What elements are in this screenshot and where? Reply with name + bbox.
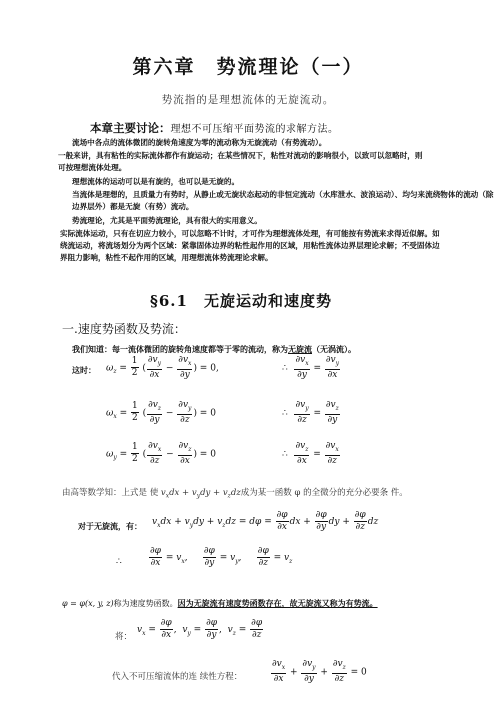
potential-def-underlined: 因为无旋流有速度势函数存在，故无旋流又称为有势流。 xyxy=(177,598,378,608)
equation-omega-x-result: ∴ $\frac{\partial v_y}{\partial z}$ = $\frac{\partial v_z}{\partial y}$ xyxy=(282,400,339,425)
therefore-symbol: ∴ xyxy=(116,557,122,567)
calc-before: 由高等数学知：上式是 使 xyxy=(62,488,159,498)
paragraph-real-fluid: 实际流体运动，只有在切应力较小，可以忽略不计时，才可作为理想流体处理，有可能按有势流来求得近似解。如绕流运动，将流场划分为两个区域：紧靠固体边界的粘性起作用的区域，用粘性流体边界层理论求解；不受固体边界阻力影响，粘性不起作用的区域，用理想流体势流理论求解。 xyxy=(60,229,440,262)
intro-after: （无涡流）。 xyxy=(312,344,356,354)
intro-underlined: 无旋流 xyxy=(288,344,312,354)
paragraph-viscous-fluid: 一般来讲，具有粘性的实际流体都作有旋运动；在某些情况下，粘性对流动的影响很小，以致可以忽略时，则可按理想流体处理。 xyxy=(58,151,423,172)
equation-omega-x: $\omega_x$ = $\frac{1}{2}$ ( $\frac{\partial v_z}{\partial y}$ − $\frac{\partial v_y}{\partial z}$ ) = 0 xyxy=(106,400,216,425)
potential-prefix: φ = φ(x, y, z) xyxy=(62,599,114,608)
label-zhe-shi: 这时： xyxy=(72,365,96,375)
label-jiang: 将： xyxy=(115,632,133,642)
calc-after: 成为某一函数 φ 的全微分的充分必要条 件。 xyxy=(240,488,408,498)
equation-omega-z: $\omega_z$ = $\frac{1}{2}$ ( $\frac{\partial v_y}{\partial x}$ − $\frac{\partial v_x}{\partial y}$ ) = 0, xyxy=(106,355,219,380)
intro-before: 我们知道：每一流体微团的旋转角速度都等于零的流动，称为 xyxy=(72,344,288,354)
calculus-condition-line xyxy=(62,486,408,500)
paragraph-ideal-fluid: 理想流体的运动可以是有旋的，也可以是无旋的。 xyxy=(72,177,240,186)
label-irrotational: 对于无旋流，有： xyxy=(78,521,142,531)
equation-omega-y-result: ∴ $\frac{\partial v_z}{\partial x}$ = $\frac{\partial v_x}{\partial z}$ xyxy=(282,441,339,466)
paragraph-irrotational-definition: 流场中各点的流体微团的旋转角速度为零的流动称为无旋流动（有势流动）。 xyxy=(72,138,327,147)
chapter-subtitle: 势流指的是理想流体的无旋流动。 xyxy=(161,94,335,106)
topic-value: 理想不可压缩平面势流的求解方法。 xyxy=(170,124,339,135)
calc-expression: $v_xdx + v_ydy + v_zdz$ xyxy=(160,488,241,500)
equation-continuity: $\frac{\partial v_x}{\partial x}$ + $\frac{\partial v_y}{\partial y}$ + $\frac{\partial v_z}{\partial z}$ = 0 xyxy=(272,659,367,684)
section-title: §6.1 无旋运动和速度势 xyxy=(150,292,332,310)
equation-substitution: $v_x$ = $\frac{\partial\varphi}{\partial x}$ , $v_y$ = $\frac{\partial\varphi}{\partial y}$ , $v_z$ = $\frac{\partial\varphi}{\partial z}$ xyxy=(137,618,263,640)
equation-total-differential: $v_xdx + v_ydy + v_zdz = d\varphi$ = $\frac{\partial\varphi}{\partial x}$ dx + $\frac{\partial\varphi}{\partial y}$ dy + $\frac{\partial\varphi}{\partial z}$ dz xyxy=(152,510,379,532)
potential-definition xyxy=(62,598,378,609)
topic-key: 本章主要讨论： xyxy=(90,121,171,135)
potential-def-normal: 称为速度势函数。 xyxy=(113,599,178,608)
equation-omega-z-result: ∴ $\frac{\partial v_x}{\partial y}$ = $\frac{\partial v_y}{\partial x}$ xyxy=(282,355,339,380)
topic-line xyxy=(90,120,339,136)
equation-velocity-components: $\frac{\partial\varphi}{\partial x}$ = $v_x$, $\frac{\partial\varphi}{\partial y}$ = $v_y$, $\frac{\partial\varphi}{\partial z}$ = $v_z$ xyxy=(150,546,293,568)
paragraph-examples: 当流体是理想的，且质量力有势时，从静止或无旋状态起动的非恒定流动（水库泄水、波浪运动）、均匀来流绕物体的流动（除边界层外）都是无旋（有势）流动。 xyxy=(72,190,494,211)
sub-heading: 一.速度势函数及势流： xyxy=(62,322,186,336)
intro-line xyxy=(72,344,356,355)
equation-omega-y: $\omega_y$ = $\frac{1}{2}$ ( $\frac{\partial v_x}{\partial z}$ − $\frac{\partial v_z}{\partial x}$ ) = 0 xyxy=(106,441,216,466)
chapter-title: 第六章 势流理论（一） xyxy=(132,56,364,78)
continuity-text: 代入不可压缩流体的连 续性方程： xyxy=(112,672,243,682)
paragraph-significance: 势流理论，尤其是平面势流理论，具有很大的实用意义。 xyxy=(72,216,262,225)
